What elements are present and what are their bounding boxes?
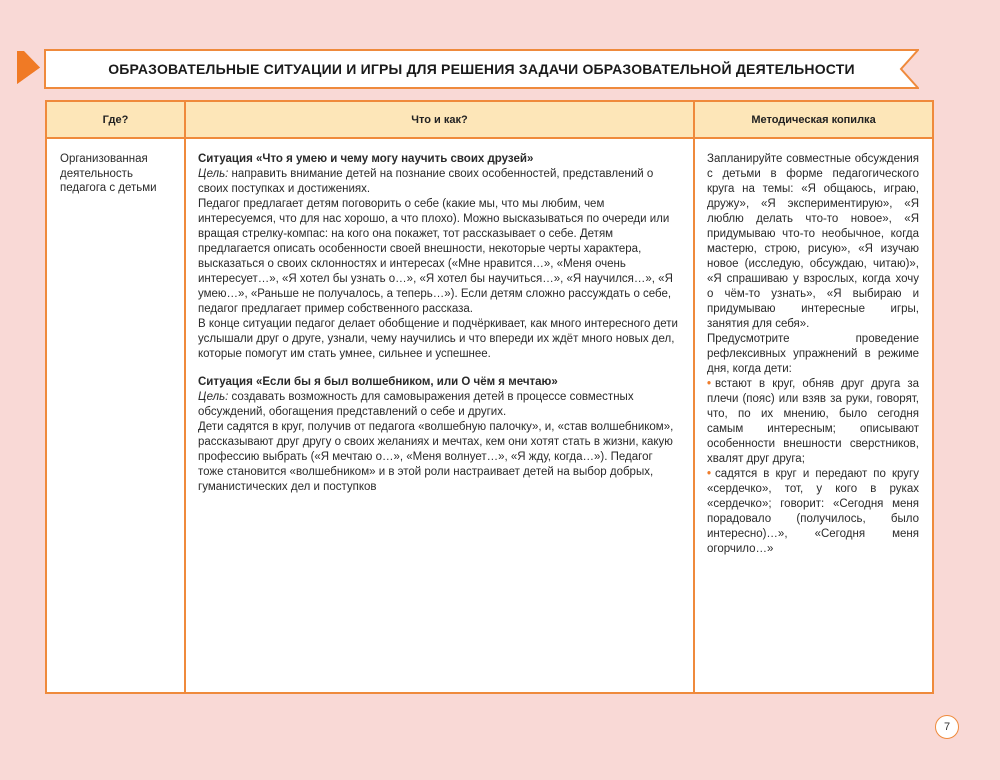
bullet-icon: • (707, 468, 712, 480)
kopilka-paragraph-2: Предусмотрите проведение рефлексивных упражнений в режиме дня, когда дети: (707, 333, 919, 375)
table-row (46, 138, 933, 693)
situation-2-goal (198, 390, 681, 420)
goal-text: создавать возможность для самовыражения детей в процессе совместных обсуждений, обогащения представлений о себе и других. (198, 391, 634, 418)
situation-1-goal (198, 167, 681, 197)
goal-label: Цель: (198, 168, 229, 180)
goal-text: направить внимание детей на познание своих особенностей, представлений о своих поступках и достижениях. (198, 168, 654, 195)
bullet-icon: • (707, 378, 712, 390)
title-banner (44, 49, 919, 89)
situation-1-paragraph: Педагог предлагает детям поговорить о себе (какие мы, что мы любим, чем интересуемся, что для нас хорошо, а что плохо). Можно высказываться по очереди или вращая стрелку-компас: на кого она покажет, тот рассказывает о себе. Детям предлагается описать особенности своей внешности, некоторые черты характера, высказаться о своих склонностях и интересах («Мне нравится…», «Меня очень интересует…», «Я хотел бы узнать о…», «Я хотел бы научиться…», «Я научился…», «Я умею…», «Раньше не получалось, а теперь…»). Если детям сложно рассуждать о себе, педагог предлагает пример собственного рассказа. (198, 198, 673, 315)
situation-2-title: Ситуация «Если бы я был волшебником, или О чём я мечтаю» (198, 376, 558, 388)
where-text: Организованная деятельность педагога с детьми (60, 153, 157, 194)
list-item-text: садятся в круг и передают по кругу «сердечко», тот, у кого в руках «сердечко»; говорит: «Сегодня меня порадовало (получилось, было интересно)…», «Сегодня меня огорчило…» (707, 468, 919, 555)
content-table (45, 100, 934, 694)
list-item-text: встают в круг, обняв друг друга за плечи (пояс) или взяв за руки, говорят, что, по их мнению, было сегодня самым интересным; описывают особенности внешности сверстников, хвалят друг друга; (707, 378, 919, 465)
page-number: 7 (935, 715, 959, 739)
kopilka-paragraph-1: Запланируйте совместные обсуждения с детьми в форме педагогического круга на темы: «Я общаюсь, играю, дружу», «Я экспериментирую», «Я люблю делать что-то новое», «Я придумываю что-то необычное, когда мастерю, строю, рисую», «Я изучаю новое (исследую, обсуждаю, читаю)», «Я спрашиваю у взрослых, когда хочу о чём-то узнать», «Я выбираю и придумываю интересные игры, занятия для себя». (707, 153, 919, 330)
list-item (707, 377, 919, 467)
situation-1-title: Ситуация «Что я умею и чему могу научить своих друзей» (198, 153, 534, 165)
where-cell (46, 138, 185, 693)
methodical-bank-cell (694, 138, 933, 693)
corner-arrow-icon (14, 49, 44, 86)
header-where: Где? (46, 101, 185, 138)
situation-2-paragraph: Дети садятся в круг, получив от педагога «волшебную палочку», и, «став волшебником», рассказывают друг другу о своих желаниях и мечтах, кем они хотят стать в жизни, какую профессию выбрать («Я мечтаю о…», «Меня волнует…», «Я жду, когда…»). Педагог тоже становится «волшебником» и в этой роли настраивает детей на выбор добрых, гуманистических дел и поступков (198, 421, 674, 493)
header-methodical-bank: Методическая копилка (694, 101, 933, 138)
header-what-how: Что и как? (185, 101, 694, 138)
situation-1-paragraph: В конце ситуации педагог делает обобщение и подчёркивает, как много интересного дети услышали друг о друге, узнали, чему научились и что впереди их ждёт много новых дел, которые помогут им стать умнее, сильнее и успешнее. (198, 318, 678, 360)
list-item (707, 467, 919, 557)
page-title: ОБРАЗОВАТЕЛЬНЫЕ СИТУАЦИИ И ИГРЫ ДЛЯ РЕШЕНИЯ ЗАДАЧИ ОБРАЗОВАТЕЛЬНОЙ ДЕЯТЕЛЬНОСТИ (108, 61, 855, 77)
goal-label: Цель: (198, 391, 229, 403)
what-how-cell (185, 138, 694, 693)
table-header-row (46, 101, 933, 138)
